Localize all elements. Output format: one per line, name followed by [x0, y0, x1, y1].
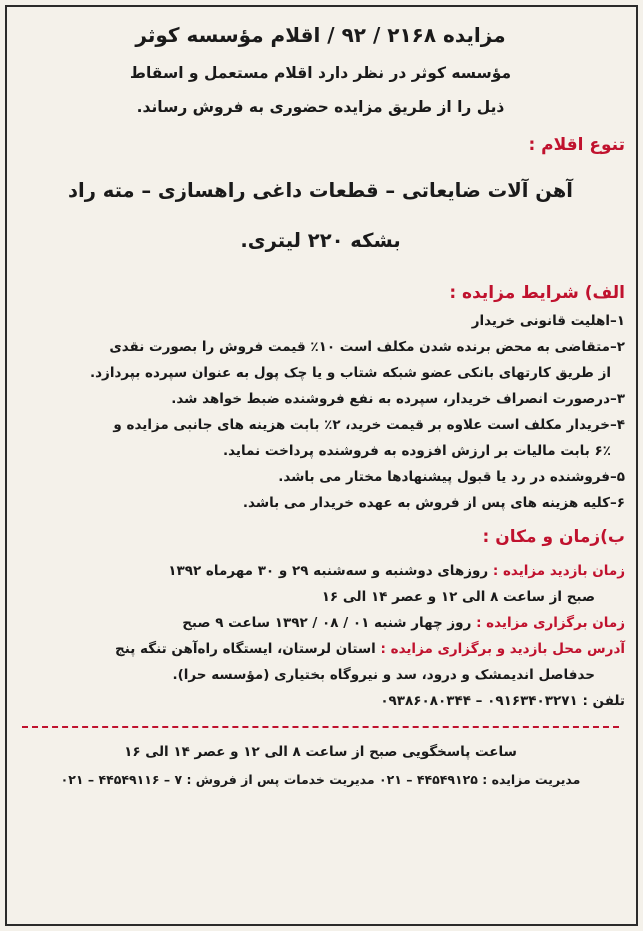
- conditions-list: [16, 308, 625, 516]
- conditions-heading: الف) شرایط مزایده :: [449, 283, 625, 303]
- condition-item: ۱–اهلیت قانونی خریدار: [471, 313, 625, 329]
- items-line-2: بشکه ۲۲۰ لیتری.: [240, 229, 401, 252]
- response-hours: ساعت پاسخگویی صبح از ساعت ۸ الی ۱۲ و عصر ۱۴ الی ۱۶: [124, 744, 517, 760]
- address-label: آدرس محل بازدید و برگزاری مزایده :: [380, 641, 625, 657]
- visit-time-hours: صبح از ساعت ۸ الی ۱۲ و عصر ۱۴ الی ۱۶: [321, 589, 595, 605]
- condition-item: ۶٪ بابت مالیات بر ارزش افزوده به فروشنده پرداخت نماید.: [222, 443, 611, 459]
- divider: [22, 726, 619, 728]
- intro-line-2: ذیل را از طریق مزایده حضوری به فروش رساند.: [136, 98, 505, 116]
- address-value: استان لرستان، ایستگاه راه‌آهن تنگه پنج: [115, 641, 376, 657]
- visit-time-value: روزهای دوشنبه و سه‌شنبه ۲۹ و ۳۰ مهرماه ۱۳۹۲: [168, 563, 489, 579]
- phone: [16, 688, 625, 714]
- condition-item: ۵–فروشنده در رد یا قبول پیشنهادها مختار می باشد.: [278, 469, 625, 485]
- schedule-heading: ب)زمان و مکان :: [482, 527, 625, 547]
- notice-title: مزایده ۲۱۶۸ / ۹۲ / اقلام مؤسسه کوثر: [135, 23, 506, 47]
- visit-time: [16, 558, 625, 584]
- auction-time-label: زمان برگزاری مزایده :: [476, 615, 625, 631]
- address: [16, 636, 625, 662]
- intro-line-1: مؤسسه کوثر در نظر دارد اقلام مستعمل و اسقاط: [129, 64, 512, 82]
- auction-time-value: روز چهار شنبه ۰۱ / ۰۸ / ۱۳۹۲ ساعت ۹ صبح: [182, 615, 472, 631]
- items-heading: تنوع اقلام :: [528, 135, 625, 155]
- condition-item: از طریق کارتهای بانکی عضو شبکه شتاب و یا چک پول به عنوان سپرده بپردازد.: [90, 365, 611, 381]
- condition-item: ۲–متقاضی به محض برنده شدن مکلف است ۱۰٪ قیمت فروش را بصورت نقدی: [109, 339, 625, 355]
- condition-item: ۶–کلیه هزینه های پس از فروش به عهده خریدار می باشد.: [242, 495, 625, 511]
- visit-time-label: زمان بازدید مزایده :: [492, 563, 625, 579]
- condition-item: ۳–درصورت انصراف خریدار، سپرده به نفع فروشنده ضبط خواهد شد.: [171, 391, 625, 407]
- condition-item: ۴–خریدار مکلف است علاوه بر قیمت خرید، ۲٪ بابت هزینه های جانبی مزایده و: [113, 417, 625, 433]
- phone-value: ۰۹۱۶۳۴۰۳۲۷۱ – ۰۹۳۸۶۰۸۰۳۴۴: [380, 693, 578, 709]
- auction-time: [16, 610, 625, 636]
- items-line-1: آهن آلات ضایعاتی – قطعات داغی راهسازی – مته راد: [68, 179, 573, 202]
- address-continued: حدفاصل اندیمشک و درود، سد و نیروگاه بختیاری (مؤسسه حرا).: [172, 667, 595, 683]
- phone-label: تلفن :: [582, 693, 625, 709]
- contact-numbers: مدیریت مزایده : ۴۴۵۴۹۱۲۵ – ۰۲۱ مدیریت خدمات پس از فروش : ۷ – ۴۴۵۴۹۱۱۶ – ۰۲۱: [60, 772, 581, 787]
